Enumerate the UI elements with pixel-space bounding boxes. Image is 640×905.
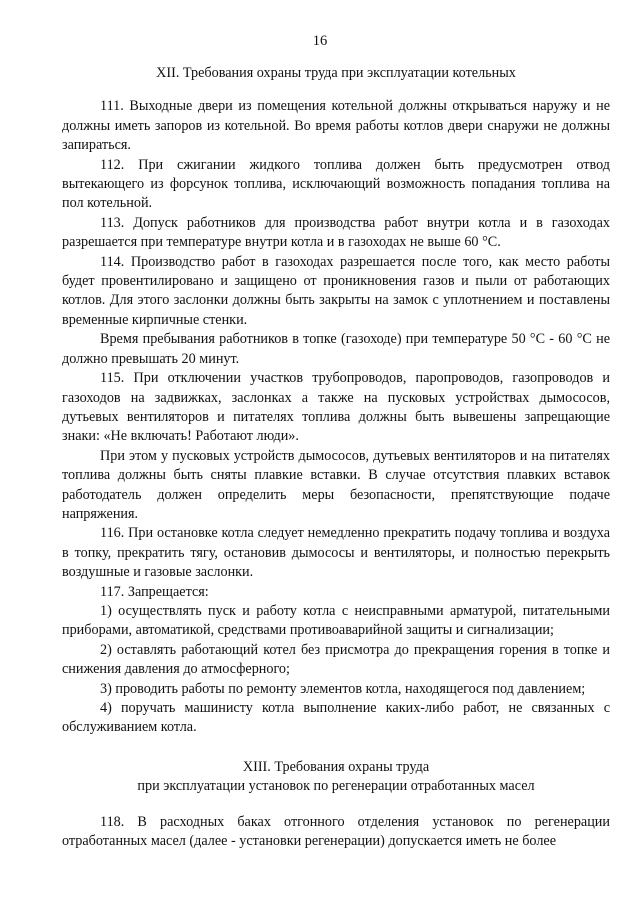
page-content [62, 64, 610, 851]
paragraph-117-item-3: 3) проводить работы по ремонту элементов котла, находящегося под давлением; [100, 680, 586, 697]
paragraph-114: 114. Производство работ в газоходах разрешается после того, как место работы будет провентилировано и защищено от проникновения газов и пыли от работающих котлов. Для этого заслонки должны быть закрыты на замок с уплотнением и поставлены временные кирпичные стенки. [62, 253, 610, 328]
paragraph-118: 118. В расходных баках отгонного отделения установок по регенерации отработанных масел (далее - установки регенерации) допускается иметь не более [62, 813, 610, 850]
paragraph-116: 116. При остановке котла следует немедленно прекратить подачу топлива и воздуха в топку, прекратить тягу, остановив дымососы и вентиляторы, и полностью перекрыть воздушные и газовые заслонки. [62, 525, 610, 581]
section-12-heading [62, 64, 610, 83]
paragraph-111: 111. Выходные двери из помещения котельной должны открываться наружу и не должны иметь запоров из котельной. Во время работы котлов двери снаружи не должны запираться. [62, 98, 610, 154]
paragraph-113: 113. Допуск работников для производства работ внутри котла и в газоходах разрешается при температуре внутри котла и в газоходах не выше 60 °С. [62, 214, 610, 251]
section-13-title-line-2: при эксплуатации установок по регенерации отработанных масел [137, 778, 535, 795]
paragraph-117-item-1: 1) осуществлять пуск и работу котла с неисправными арматурой, питательными приборами, автоматикой, средствами противоаварийной защиты и сигнализации; [62, 602, 610, 639]
paragraph-117-item-2: 2) оставлять работающий котел без присмотра до прекращения горения в топке и снижения давления до атмосферного; [62, 641, 610, 678]
paragraph-114-time-limit: Время пребывания работников в топке (газоходе) при температуре 50 °С - 60 °С не должно превышать 20 минут. [62, 331, 610, 367]
page-number: 16 [312, 33, 328, 49]
section-13-title-line-1: XIII. Требования охраны труда [242, 758, 430, 775]
paragraph-117: 117. Запрещается: [100, 583, 209, 600]
paragraph-112: 112. При сжигании жидкого топлива должен быть предусмотрен отвод вытекающего из форсунок топлива, исключающий возможность попадания топлива на пол котельной. [62, 156, 610, 212]
paragraph-115-fuses: При этом у пусковых устройств дымососов, дутьевых вентиляторов и на питателях топлива должны быть сняты плавкие вставки. В случае отсутствия плавких вставок работодатель должен определить меры безопасности, препятствующие подаче напряжения. [62, 447, 610, 522]
section-12-body [62, 97, 610, 737]
section-12-title: XII. Требования охраны труда при эксплуатации котельных [156, 65, 516, 81]
section-13-heading [62, 758, 610, 797]
paragraph-115: 115. При отключении участков трубопроводов, паропроводов, газопроводов и газоходов на задвижках, заслонках а также на пусковых устройствах дымососов, дутьевых вентиляторов и питателях топлива должны быть вывешены запрещающие знаки: «Не включать! Работают люди». [62, 370, 610, 445]
section-13 [62, 758, 610, 852]
paragraph-117-item-4: 4) поручать машинисту котла выполнение каких-либо работ, не связанных с обслуживанием котла. [62, 700, 610, 736]
